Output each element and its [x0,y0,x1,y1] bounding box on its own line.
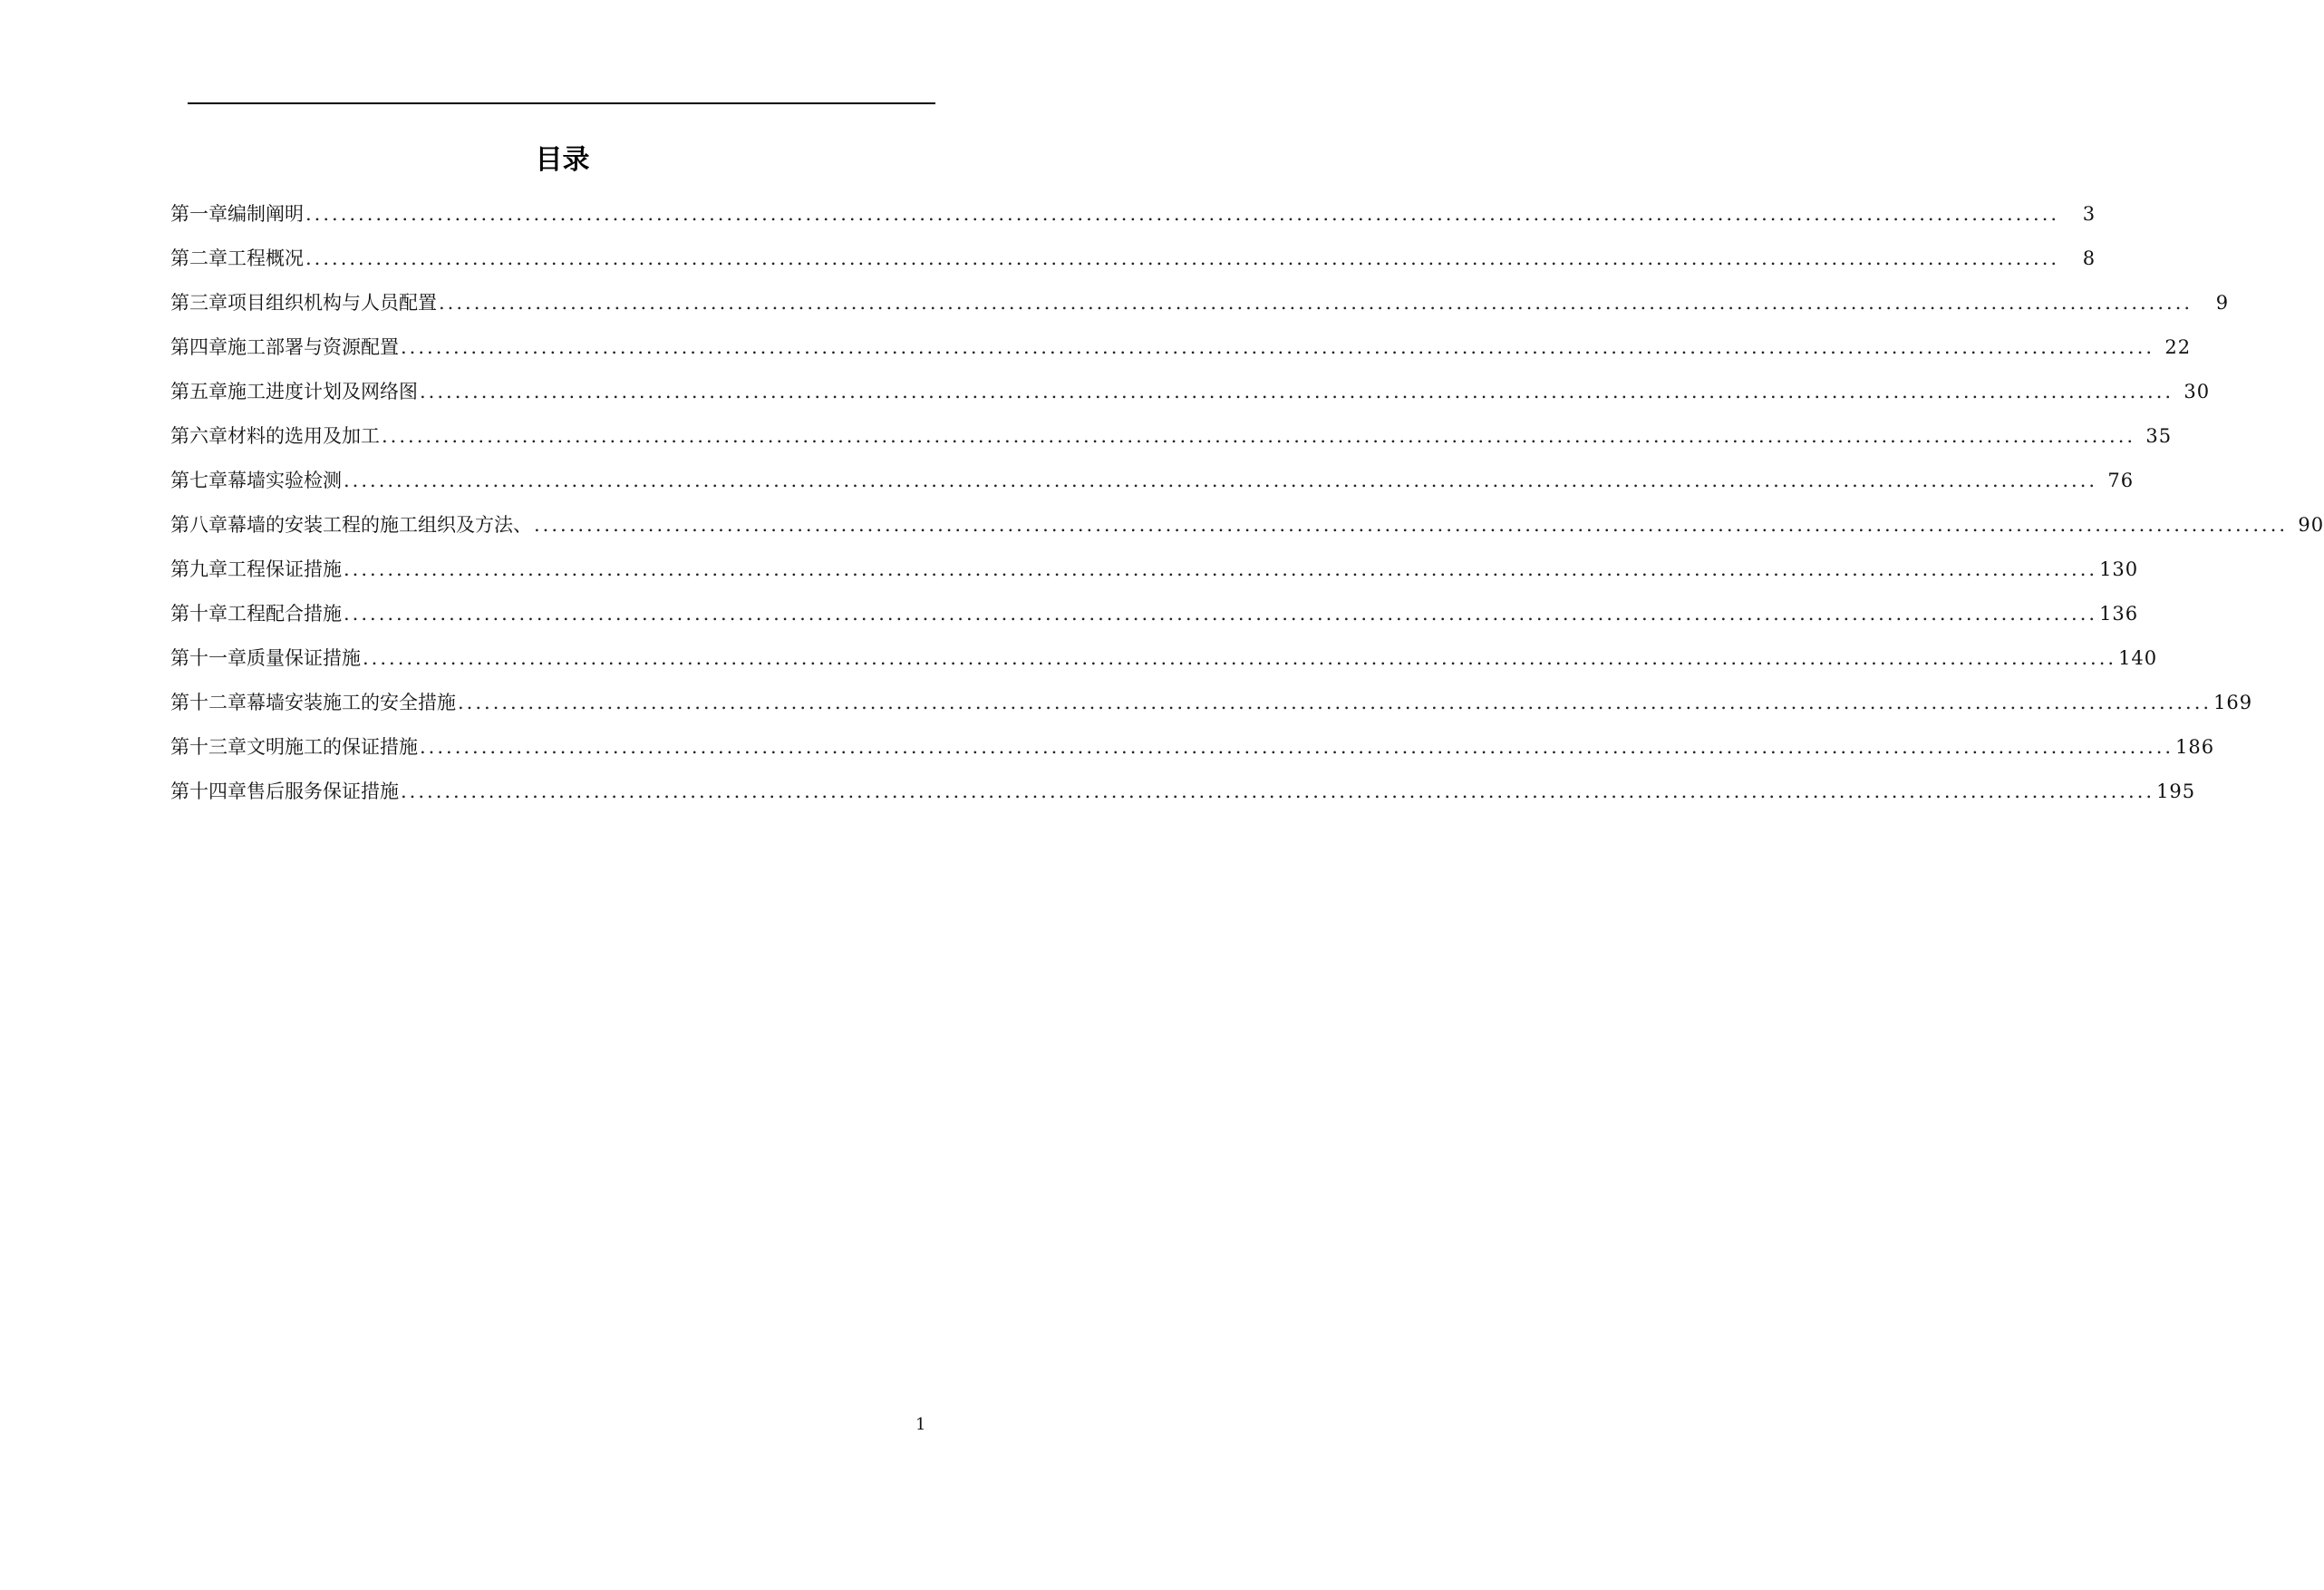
toc-page-number: 186 [2175,736,2215,758]
toc-dot-leader: ........................................................................................................................................................................................................ [401,780,2155,802]
toc-entry[interactable] [170,373,2211,418]
toc-chapter-number: 第二章 [170,247,228,269]
toc-dot-leader: ........................................................................................................................................................................................................ [382,425,2136,447]
toc-entry[interactable] [170,418,2173,462]
toc-page-number: 9 [2215,292,2230,314]
toc-dot-leader: ........................................................................................................................................................................................................ [344,558,2098,580]
toc-page-number: 8 [2082,247,2096,269]
toc-chapter-number: 第四章 [170,336,228,358]
toc-chapter-number: 第八章 [170,514,228,536]
toc-dot-leader: ........................................................................................................................................................................................................ [420,381,2174,402]
toc-chapter-number: 第一章 [170,203,228,225]
toc-entry[interactable] [170,596,2139,640]
toc-chapter-title: 幕墙实验检测 [228,470,342,491]
toc-page-number: 130 [2099,558,2139,580]
toc-dot-leader: ........................................................................................................................................................................................................ [458,692,2213,713]
toc-page-number: 136 [2099,603,2139,625]
toc-entry[interactable] [170,462,2135,507]
toc-chapter-title: 质量保证措施 [247,647,361,669]
toc-entry[interactable] [170,507,2324,551]
toc-entry[interactable] [170,729,2215,773]
toc-dot-leader: ........................................................................................................................................................................................................ [363,647,2117,669]
toc-page-number: 76 [2107,470,2135,491]
toc-chapter-number: 第十一章 [170,647,247,669]
header-rule [188,102,935,104]
toc-page-number: 140 [2118,647,2158,669]
toc-page-number: 3 [2082,203,2096,225]
toc-page-number: 30 [2184,381,2211,402]
page-number: 1 [915,1415,926,1434]
toc-chapter-number: 第十章 [170,603,228,625]
toc-chapter-title: 幕墙安装施工的安全措施 [247,692,456,713]
toc-chapter-title: 项目组织机构与人员配置 [228,292,437,314]
toc-title: 目录 [535,144,590,176]
toc-chapter-title: 施工进度计划及网络图 [228,381,418,402]
toc-chapter-title: 施工部署与资源配置 [228,336,399,358]
toc-page-number: 195 [2156,780,2196,802]
toc-chapter-title: 材料的选用及加工 [228,425,380,447]
toc-dot-leader: ........................................................................................................................................................................................................ [420,736,2174,758]
toc-entry[interactable] [170,551,2139,596]
toc-dot-leader: ........................................................................................................................................................................................................ [305,247,2060,269]
toc-chapter-number: 第九章 [170,558,228,580]
table-of-contents [170,196,2324,818]
toc-chapter-title: 编制阐明 [228,203,304,225]
toc-chapter-number: 第三章 [170,292,228,314]
toc-dot-leader: ........................................................................................................................................................................................................ [344,603,2098,625]
toc-dot-leader: ........................................................................................................................................................................................................ [439,292,2193,314]
toc-chapter-number: 第五章 [170,381,228,402]
toc-dot-leader: ........................................................................................................................................................................................................ [401,336,2155,358]
toc-entry[interactable] [170,196,2096,240]
toc-dot-leader: ........................................................................................................................................................................................................ [344,470,2098,491]
toc-entry[interactable] [170,285,2230,329]
toc-page-number: 169 [2213,692,2253,713]
toc-chapter-title: 工程概况 [228,247,304,269]
toc-entry[interactable] [170,640,2158,684]
toc-chapter-number: 第六章 [170,425,228,447]
toc-chapter-number: 第七章 [170,470,228,491]
toc-entry[interactable] [170,684,2253,729]
toc-page-number: 22 [2164,336,2192,358]
toc-chapter-number: 第十二章 [170,692,247,713]
toc-chapter-title: 工程配合措施 [228,603,342,625]
toc-chapter-title: 售后服务保证措施 [247,780,399,802]
toc-chapter-number: 第十四章 [170,780,247,802]
toc-chapter-title: 文明施工的保证措施 [247,736,418,758]
toc-chapter-title: 工程保证措施 [228,558,342,580]
toc-chapter-number: 第十三章 [170,736,247,758]
toc-dot-leader: ........................................................................................................................................................................................................ [534,514,2289,536]
toc-dot-leader: ........................................................................................................................................................................................................ [305,203,2060,225]
toc-page-number: 90 [2298,514,2324,536]
toc-entry[interactable] [170,773,2196,818]
toc-entry[interactable] [170,329,2192,373]
toc-entry[interactable] [170,240,2096,285]
toc-chapter-title: 幕墙的安装工程的施工组织及方法、 [228,514,532,536]
toc-page-number: 35 [2145,425,2173,447]
